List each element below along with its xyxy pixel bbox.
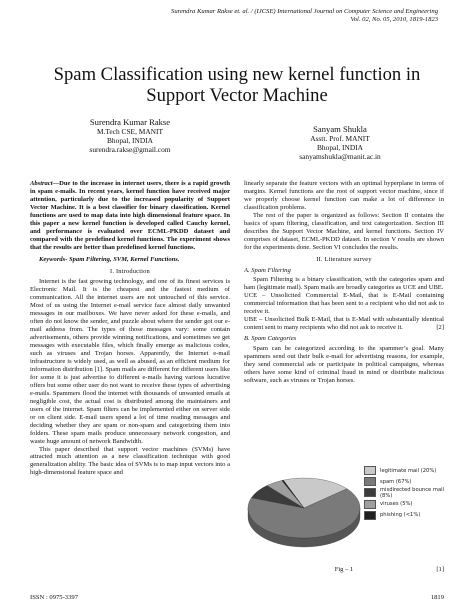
- legend-label: spam (67%): [380, 478, 412, 485]
- abstract: [30, 180, 230, 252]
- figure-caption-row: [244, 566, 444, 574]
- figure-citation: [1]: [436, 566, 444, 573]
- section-heading-introduction: I. Introduction: [110, 267, 150, 275]
- ube-text: UBE – Unsolicited Bulk E-Mail, that is E-Mail with substantially identical content sent to many recipients who did not ask to receive it.: [244, 316, 444, 332]
- citation: [2]: [436, 324, 444, 332]
- legend-swatch: [364, 466, 376, 475]
- subsection-spam-filtering: A. Spam Filtering: [244, 266, 291, 274]
- right-column: [244, 180, 444, 385]
- author-name: Surendra Kumar Rakse: [89, 117, 171, 127]
- abstract-text: —Due to the increase in internet users, there is a rapid growth in spam e-mails. In recent years, kernel function have received major attention, particularly due to the increased popularity of Support Vector Machine. It is a best classifier for binary classification. Kernel functions are used to map data into high dimensional feature space. In this paper a new kernel function is developed called Cauchy kernel, and performance is evaluated over ECML-PKDD dataset and compared with the predefined kernel functions. The experiment shows that the results are better than predefined kernel functions.: [30, 180, 230, 251]
- legend-item: [364, 510, 446, 521]
- keywords: Keywords- Spam Filtering, SVM, Kernel Functions.: [39, 255, 180, 263]
- footer-issn: ISSN : 0975-3397: [30, 594, 78, 601]
- legend-item: [364, 465, 446, 476]
- author-place: Bhopal, INDIA: [317, 142, 363, 152]
- legend-label: legitimate mail (20%): [380, 467, 437, 474]
- figure-caption: Fig – 1: [334, 566, 354, 573]
- header-line-1: Surendra Kumar Rakse et. al. / (IJCSE) International Journal on Computer Science and Engineering: [171, 8, 438, 15]
- title-line-1: Spam Classification using new kernel function in: [53, 64, 421, 85]
- author-block-1: [60, 117, 200, 154]
- legend-swatch: [364, 500, 376, 509]
- author-role: M.Tech CSE, MANIT: [97, 127, 163, 136]
- legend-swatch: [364, 488, 376, 497]
- legend-swatch: [364, 511, 376, 520]
- author-block-2: [270, 124, 410, 161]
- paper-title: [30, 64, 444, 106]
- author-email: surendra.rakse@gmail.com: [89, 144, 171, 154]
- legend-label: phishing (<1%): [380, 512, 421, 519]
- legend-item: [364, 487, 446, 498]
- ube-definition: [244, 316, 444, 332]
- legend-item: [364, 476, 446, 487]
- section-heading-literature-survey: II. Literature survey: [316, 255, 372, 263]
- title-line-2: Support Vector Machine: [146, 85, 328, 106]
- legend-swatch: [364, 477, 376, 486]
- left-column: [30, 180, 230, 477]
- intro-paragraph-2: This paper described that support vector machines (SVMs) have attracted much attention as a new classification technique with good generalization ability. The basic idea of SVMs is to map input vectors into a high-dimensional feature space and: [30, 445, 230, 477]
- pie-chart: [244, 468, 366, 558]
- legend-label: viruses (5%): [380, 501, 413, 508]
- right-paragraph-2: The rest of the paper is organized as follows: Section II contains the basics of spam filtering, classification, and text categorization. Section III describes the Support Vector Machine, and kernel functions. Section IV comprises of dataset, ECML-PKDD dataset. In section V results are shown for the experiments done. Section VI concludes the results.: [244, 211, 444, 251]
- subsection-spam-categories: B. Spam Categories: [244, 335, 297, 343]
- legend-label: misdirected bounce mail (8%): [380, 486, 445, 499]
- author-role: Asstt. Prof. MANIT: [310, 134, 370, 143]
- spam-filtering-paragraph: Spam Filtering is a binary classification, with the categories spam and ham (legitimate mail). Spam mails are broadly categories as UCE and UBE.: [244, 276, 444, 292]
- uce-definition: UCE – Unsolicited Commercial E-Mail, that is E-Mail containing commercial information that has been sent to a recipient who did not ask to receive it.: [244, 292, 444, 316]
- pie-chart-figure: [244, 462, 444, 562]
- abstract-label: Abstract: [30, 180, 53, 187]
- author-place: Bhopal, INDIA: [107, 135, 153, 145]
- right-paragraph-1: linearly separate the feature vectors with an optimal hyperplane in terms of margins. Kernel functions are the root of support vector machine, since if we properly choose kernel function can make a lot of difference in classification problems.: [244, 180, 444, 211]
- running-header: [78, 8, 438, 25]
- header-line-2: Vol. 02, No. 05, 2010, 1819-1823: [350, 16, 438, 24]
- footer-page-number: 1819: [430, 594, 444, 601]
- intro-paragraph-1: Internet is the fast growing technology, and one of its finest services is Electronic Mail. It is the cheapest and the fastest medium of communication. All the internet users are not untouched of this service. Most of us using the Internet e-mail service face almost daily unwanted messages in our mailboxes. We have never asked for these e-mails, and often do not know the sender, and puzzle about where the sender got our e-mail address from. The types of those messages vary: some contain advertisements, others provide winning notifications, and sometimes we get messages with executable files, which finally emerge as malicious codes, such as viruses and Trojan horses. Apparently, the Internet e-mail infrastructure is widely used, as well as abused, as an efficient medium for information distribution [1]. Spam mails are different for different users like for some it is just advertise to different e-mails having various lucrative offers but some other user do not want to receive these types of advertising e-mails. Spammers flood the internet with thousands of unwanted emails at negligible cost, the actual cost is distributed among the maintainers and users of the internet. Spam filters can be implemented either on server side or on client side. E-mail users spend a lot of time reading messages and deciding whether they are spam or non-spam and categorizing them into folders. These spam mails produce unnecessary network congestion, and waste huge amount of network Bandwidth.: [30, 278, 230, 445]
- legend-item: [364, 499, 446, 510]
- author-name: Sanyam Shukla: [313, 124, 367, 134]
- spam-categories-paragraph: Spam can be categorized according to the spammer’s goal. Many spammers send out their bulk e-mail for advertising reasons, for example, they send commercial ads or participate in political campaigns, whereas others have some kind of criminal fraud in mind or distribute malicious software, such as viruses or Trojan horses.: [244, 345, 444, 384]
- author-email: sanyamshukla@manit.ac.in: [299, 151, 381, 161]
- chart-legend: [364, 465, 446, 521]
